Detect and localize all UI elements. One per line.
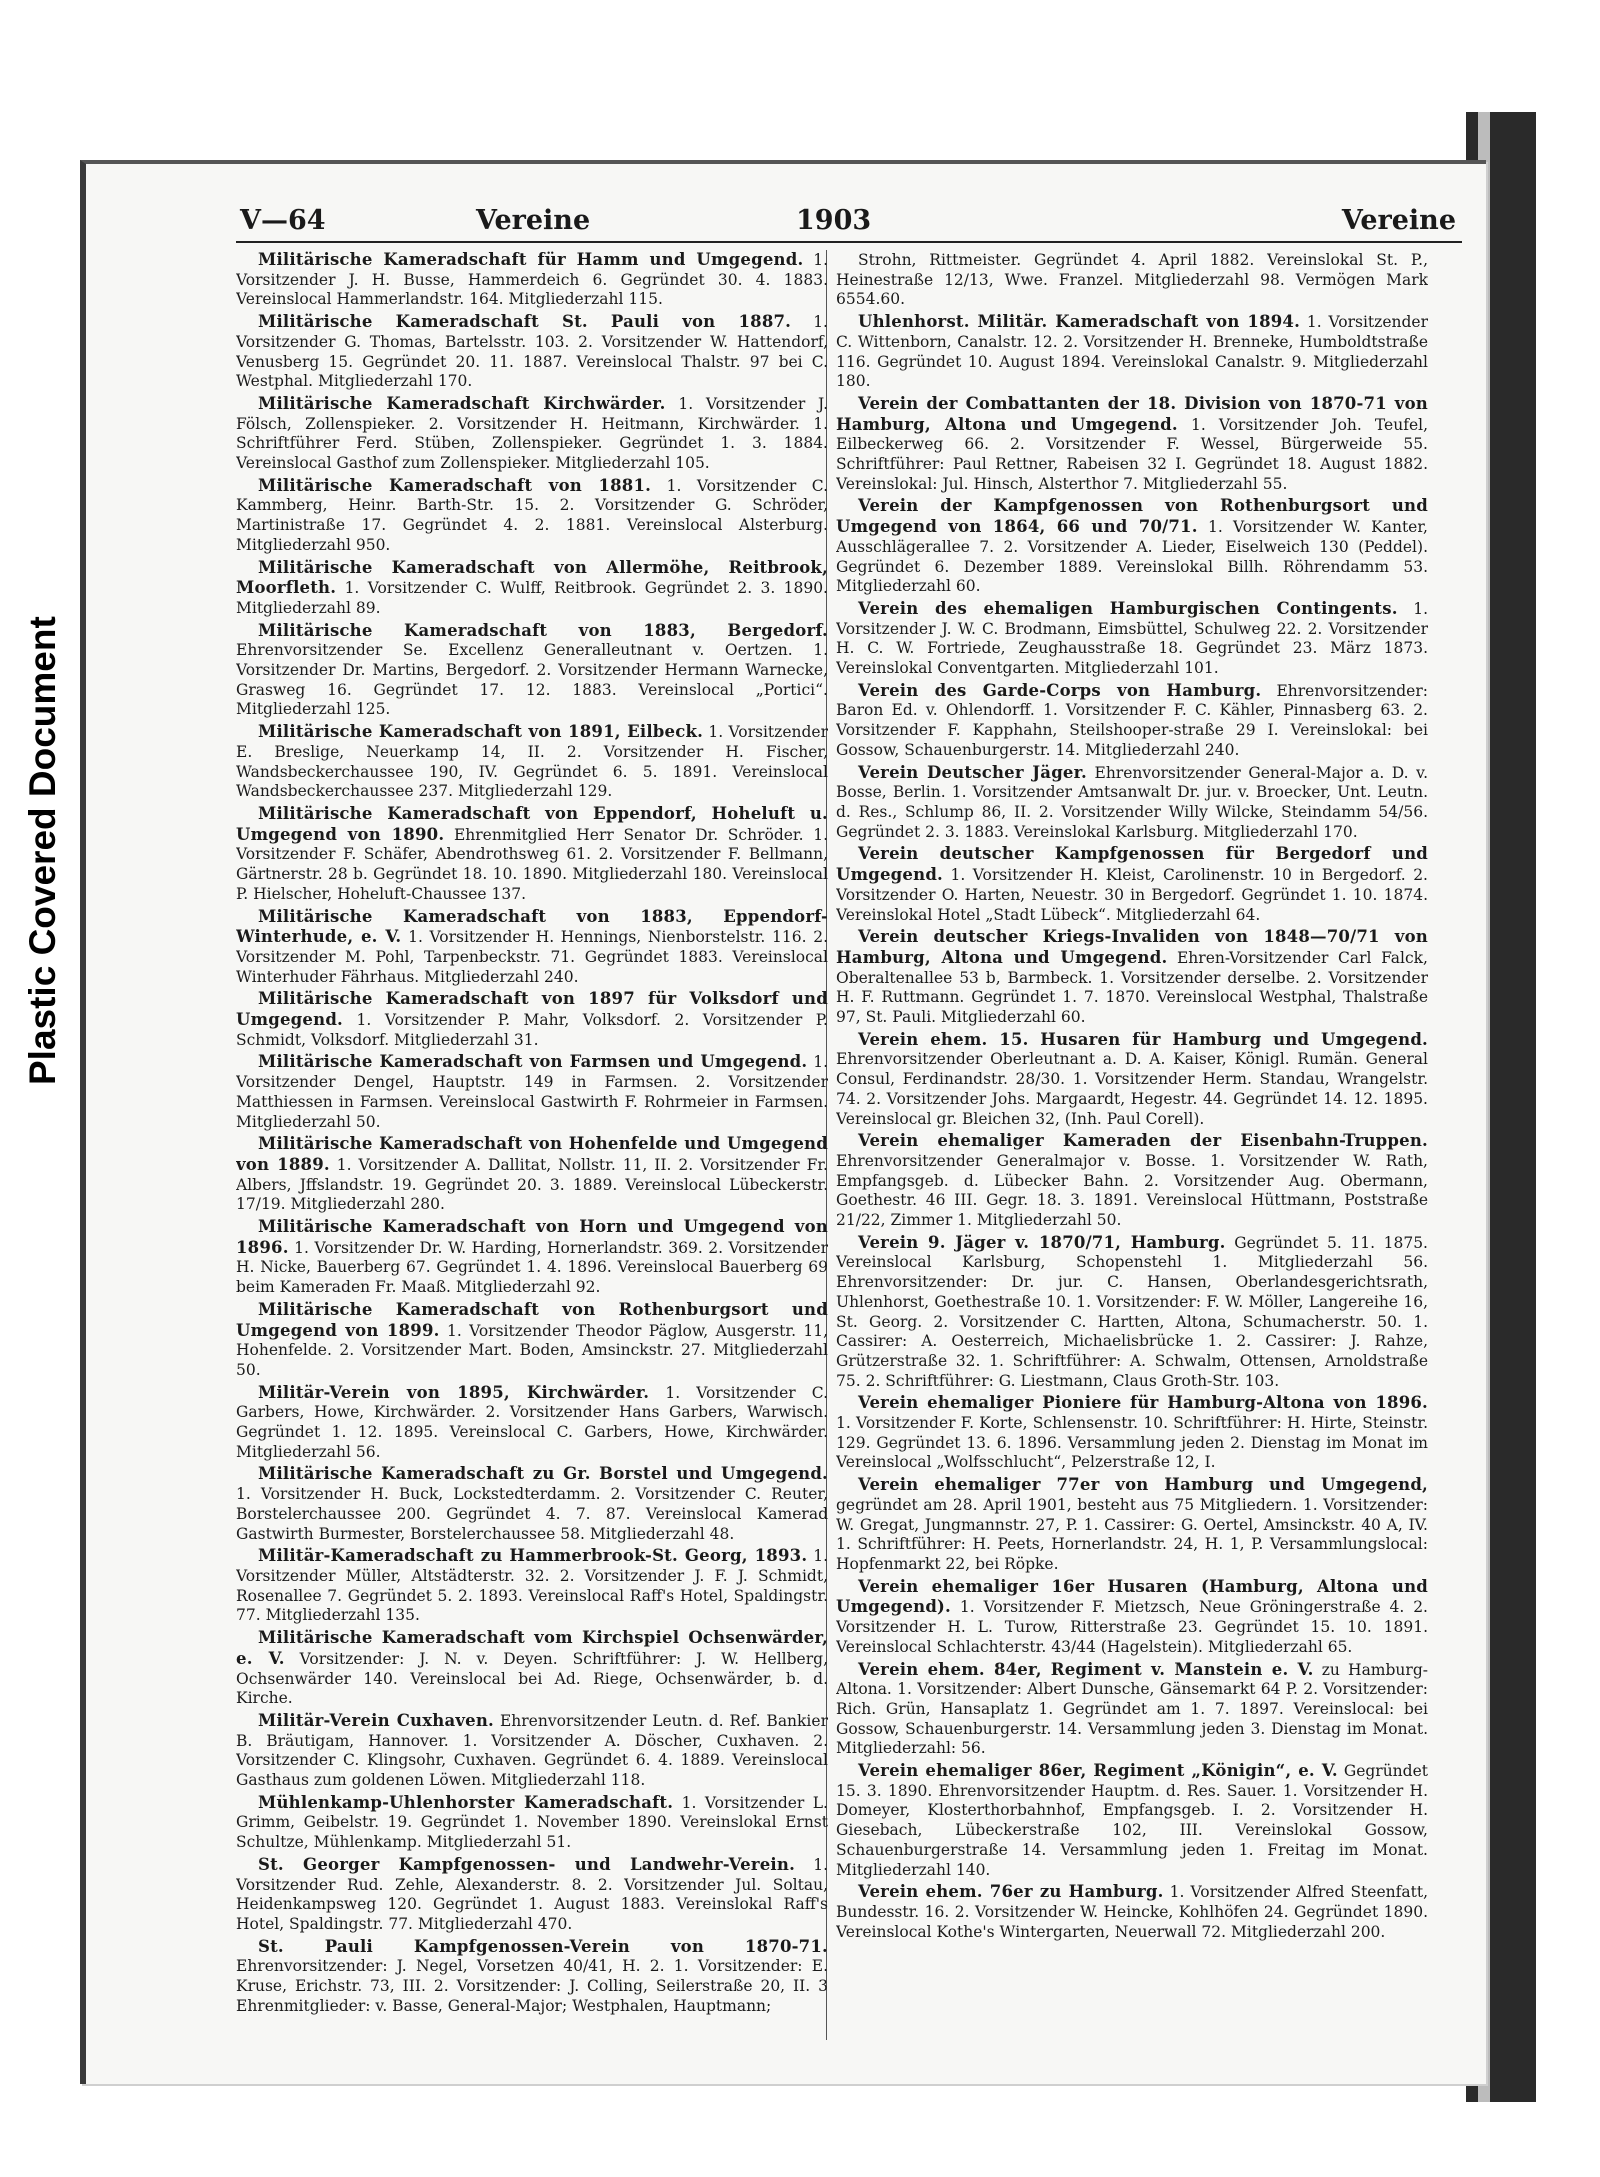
entry-title: Militärische Kameradschaft von Farmsen und Umgegend. (258, 1052, 808, 1072)
entry-body: Strohn, Rittmeister. Gegründet 4. April 1882. Vereinslokal St. P., Heinestraße 12/13, Wwe. Franzel. Mitgliederzahl 98. Vermögen Mark 6554.60. (836, 251, 1428, 309)
directory-entry (836, 1761, 1428, 1880)
directory-entry (236, 1628, 828, 1709)
directory-entry (836, 312, 1428, 392)
entry-body: 1. Vorsitzender Dengel, Hauptstr. 149 in Farmsen. 2. Vorsitzender Matthiessen in Farmsen. Vereinslocal Gastwirth F. Rohrmeier in Farmsen. Mitgliederzahl 50. (236, 1053, 828, 1131)
directory-entry (836, 1577, 1428, 1658)
entry-body: Ehrenvorsitzender: J. Negel, Vorsetzen 40/41, H. 2. 1. Vorsitzender: E. Kruse, Erichstr. 73, III. 2. Vorsitzender: J. Colling, Seilerstraße 20, II. 3 Ehrenmitglieder: v. Basse, General-Major; Westphalen, Hauptmann; (236, 1957, 828, 2015)
directory-entry (836, 1660, 1428, 1760)
entry-body: 1. Vorsitzender F. Korte, Schlensenstr. 10. Schriftführer: H. Hirte, Steinstr. 129. Gegründet 13. 6. 1896. Versammlung jeden 2. Dienstag im Monat im Vereinslocal „Wolfsschlucht“, Pelzerstraße 12, I. (836, 1414, 1428, 1472)
entry-title: Militär-Kameradschaft zu Hammerbrook-St. Georg, 1893. (258, 1546, 808, 1566)
directory-entry (836, 681, 1428, 761)
entry-title: Verein 9. Jäger v. 1870/71, Hamburg. (858, 1232, 1226, 1252)
entry-body: 1. Vorsitzender H. Hennings, Nienborstelstr. 116. 2. Vorsitzender M. Pohl, Tarpenbeckstr. 71. Gegründet 1883. Vereinslocal Winterhuder Fährhaus. Mitgliederzahl 240. (236, 928, 828, 986)
entry-body: 1. Vorsitzender Alfred Steenfatt, Bundesstr. 16. 2. Vorsitzender W. Heincke, Kohlhöfen 24. Gegründet 1890. Vereinslocal Kothe's Wintergarten, Neuerwall 72. Mitgliederzahl 200. (836, 1883, 1428, 1941)
entry-title: Militärische Kameradschaft zu Gr. Borstel und Umgegend. (258, 1464, 828, 1484)
entry-title: Militärische Kameradschaft von 1897 für Volksdorf und Umgegend. (236, 989, 828, 1030)
entry-body: 1. Vorsitzender H. Kleist, Carolinenstr. 10 in Bergedorf. 2. Vorsitzender O. Harten, Neuestr. 30 in Bergedorf. Gegründet 1. 10. 1874. Vereinslokal Hotel „Stadt Lübeck“. Mitgliederzahl 64. (836, 866, 1428, 924)
entry-title: Verein ehemaliger 77er von Hamburg und Umgegend, (858, 1475, 1428, 1495)
entry-body: 1. Vorsitzender Dr. W. Harding, Hornerlandstr. 369. 2. Vorsitzender H. Nicke, Bauerberg 67. Gegründet 1. 4. 1896. Vereinslocal Bauerberg 69 beim Kameraden Fr. Maaß. Mitgliederzahl 92. (236, 1238, 828, 1297)
directory-entry (236, 1855, 828, 1935)
entry-body: zu Hamburg-Altona. 1. Vorsitzender: Albert Dunsche, Gänsemarkt 64 P. 2. Vorsitzender: Rich. Grün, Hansaplatz 1. Gegründet am 1. 7. 1897. Vereinslocal: bei Gossow, Schauenburgerstr. 14. Versammlung jeden 3. Dienstag im Monat. Mitgliederzahl: 56. (836, 1660, 1428, 1758)
entry-title: Militärische Kameradschaft St. Pauli von 1887. (258, 312, 792, 332)
entry-body: Ehrenvorsitzender Leutn. d. Ref. Bankier B. Bräutigam, Hannover. 1. Vorsitzender A. Döscher, Cuxhaven. 2. Vorsitzender C. Klingsohr, Cuxhaven. Gegründet 6. 4. 1889. Vereinslocal Gasthaus zum goldenen Löwen. Mitgliederzahl 118. (236, 1711, 828, 1790)
entry-title: Verein des ehemaligen Hamburgischen Contingents. (858, 598, 1398, 618)
directory-entry (236, 621, 828, 721)
page-year: 1903 (796, 205, 872, 236)
entry-body: 1. Vorsitzender J. W. C. Brodmann, Eimsbüttel, Schulweg 22. 2. Vorsitzender H. C. W. Fortriede, Zeughausstraße 18. Gegründet 23. März 1873. Vereinslokal Conventgarten. Mitgliederzahl 101. (836, 599, 1428, 678)
directory-entry (836, 1393, 1428, 1473)
entry-body: Ehrenvorsitzender Generalmajor v. Bosse. 1. Vorsitzender W. Rath, Empfangsgeb. d. Lübecker Bahn. 2. Vorsitzender Aug. Obermann, Goethestr. 46 III. Gegr. 18. 3. 1891. Vereinslocal Hüttmann, Poststraße 21/22, Zimmer 1. Mitgliederzahl 50. (836, 1151, 1428, 1230)
entry-body: 1. Vorsitzender C. Garbers, Howe, Kirchwärder. 2. Vorsitzender Hans Garbers, Warwisch. Gegründet 1. 12. 1895. Vereinslocal C. Garbers, Howe, Kirchwärder. Mitgliederzahl 56. (236, 1383, 828, 1461)
entry-title: Militärische Kameradschaft von Allermöhe, Reitbrook, Moorfleth. (236, 557, 828, 598)
directory-entry (236, 1217, 828, 1298)
directory-entry (236, 558, 828, 619)
entry-title: Militärische Kameradschaft vom Kirchspiel Ochsenwärder, e. V. (236, 1628, 828, 1668)
directory-entry (236, 1383, 828, 1463)
entry-title: Militärische Kameradschaft von 1891, Eilbeck. (258, 722, 704, 742)
entry-body: Ehren-Vorsitzender Carl Falck, Oberaltenallee 53 b, Barmbeck. 1. Vorsitzender derselbe. 2. Vorsitzender H. F. Ruttmann. Gegründet 1. 7. 1870. Vereinslocal Westphal, Thalstraße 97, St. Pauli. Mitgliederzahl 60. (836, 948, 1428, 1027)
directory-entry (236, 1134, 828, 1215)
entry-body: 1. Vorsitzender C. Wulff, Reitbrook. Gegründet 2. 3. 1890. Mitgliederzahl 89. (236, 579, 828, 617)
left-column (236, 250, 828, 2050)
entry-title: Verein deutscher Kampfgenossen für Bergedorf und Umgegend. (836, 844, 1428, 885)
entry-body: 1. Vorsitzender Müller, Altstädterstr. 32. 2. Vorsitzender J. F. J. Schmidt, Rosenallee 7. Gegründet 5. 2. 1893. Vereinslocal Raff's Hotel, Spaldingstr. 77. Mitgliederzahl 135. (236, 1547, 828, 1625)
entry-title: Verein ehem. 15. Husaren für Hamburg und Umgegend. (858, 1029, 1428, 1049)
directory-entry (836, 250, 1428, 310)
entry-body: Ehrenmitglied Herr Senator Dr. Schröder. 1. Vorsitzender F. Schäfer, Abendrothsweg 61. 2. Vorsitzender F. Bellmann, Gärtnerstr. 28 b. Gegründet 18. 10. 1890. Mitgliederzahl 180. Vereinslocal P. Hielscher, Hoheluft-Chaussee 137. (236, 825, 828, 903)
entry-title: St. Georger Kampfgenossen- und Landwehr-Verein. (258, 1854, 796, 1874)
directory-entry (236, 1300, 828, 1381)
entry-body: Ehrenvorsitzender Se. Excellenz Generalleutnant v. Oertzen. 1. Vorsitzender Dr. Martins, Bergedorf. 2. Vorsitzender Hermann Warnecke, Grasweg 16. Gegründet 17. 12. 1883. Vereinslocal „Portici“. Mitgliederzahl 125. (236, 641, 828, 719)
directory-entry (236, 1711, 828, 1791)
entry-body: Gegründet 15. 3. 1890. Ehrenvorsitzender Hauptm. d. Res. Sauer. 1. Vorsitzender H. Domeyer, Klosterthorbahnhof, Empfangsgeb. I. 2. Vorsitzender H. Giesebach, Lübeckerstraße 102, III. Vereinslokal Gossow, Schauenburgerstraße 14. Versammlung jeden 1. Freitag im Monat. Mitgliederzahl 140. (836, 1762, 1428, 1879)
entry-title: Verein Deutscher Jäger. (858, 762, 1087, 782)
directory-entry (236, 1937, 828, 2017)
entry-title: Militärische Kameradschaft von Eppendorf, Hoheluft u. Umgegend von 1890. (236, 803, 828, 844)
running-title-left: Vereine (476, 205, 591, 236)
entry-body: 1. Vorsitzender J. Fölsch, Zollenspieker. 2. Vorsitzender H. Heitmann, Kirchwärder. 1. Schriftführer Ferd. Stüben, Zollenspieker. Gegründet 1. 3. 1884. Vereinslocal Gasthof zum Zollenspieker. Mitgliederzahl 105. (236, 394, 828, 473)
directory-entry (236, 394, 828, 474)
entry-body: 1. Vorsitzender H. Buck, Lockstedterdamm. 2. Vorsitzender C. Reuter, Borstelerchaussee 200. Gegründet 4. 7. 87. Vereinslocal Kamerad Gastwirth Burmester, Borstelerchaussee 58. Mitgliederzahl 48. (236, 1485, 828, 1543)
entry-body: Ehrenvorsitzender General-Major a. D. v. Bosse, Berlin. 1. Vorsitzender Amtsanwalt Dr. jur. v. Broecker, Unt. Leutn. d. Res., Schlump 86, II. 2. Vorsitzender Willy Wilcke, Steindamm 54/56. Gegründet 2. 3. 1883. Vereinslokal Karlsburg. Mitgliederzahl 170. (836, 763, 1428, 841)
directory-entry (836, 844, 1428, 925)
entry-body: 1. Vorsitzender E. Breslige, Neuerkamp 14, II. 2. Vorsitzender H. Fischer, Wandsbeckerchaussee 190, IV. Gegründet 6. 5. 1891. Vereinslocal Wandsbeckerchaussee 237. Mitgliederzahl 129. (236, 723, 828, 801)
entry-body: gegründet am 28. April 1901, besteht aus 75 Mitgliedern. 1. Vorsitzender: W. Gregat, Jungmannstr. 27, P. 1. Cassirer: G. Oertel, Amsinckstr. 40 A, IV. 1. Schriftführer: H. Peets, Hornerlandstr. 24, H. 1, P. Versammlungslocal: Hopfenmarkt 22, bei Röpke. (836, 1495, 1428, 1573)
entry-body: Ehrenvorsitzender Oberleutnant a. D. A. Kaiser, Königl. Rumän. General Consul, Ferdinandstr. 28/30. 1. Vorsitzender Herm. Standau, Wrangelstr. 74. 2. Vorsitzender Johs. Margaardt, Hegestr. 44. Gegründet 14. 12. 1895. Vereinslocal gr. Bleichen 32, (Inh. Paul Corell). (836, 1050, 1428, 1128)
entry-title: Militärische Kameradschaft von Rothenburgsort und Umgegend von 1899. (236, 1299, 828, 1340)
directory-entry (836, 927, 1428, 1028)
entry-body: 1. Vorsitzender Theodor Päglow, Ausgerstr. 11, Hohenfelde. 2. Vorsitzender Mart. Boden, Amsinckstr. 27. Mitgliederzahl 50. (236, 1321, 828, 1379)
entry-title: Militärische Kameradschaft von Horn und Umgegend von 1896. (236, 1217, 828, 1257)
entry-title: Verein ehemaliger Pioniere für Hamburg-Altona von 1896. (858, 1393, 1428, 1413)
directory-entry (836, 1882, 1428, 1942)
entry-body: 1. Vorsitzender C. Wittenborn, Canalstr. 12. 2. Vorsitzender H. Brenneke, Humboldtstraße 116. Gegründet 10. August 1894. Vereinslokal Canalstr. 9. Mitgliederzahl 180. (836, 313, 1428, 391)
page-number: V—64 (240, 205, 326, 236)
directory-entry (236, 989, 828, 1050)
entry-title: Militärische Kameradschaft von 1883, Eppendorf-Winterhude, e. V. (236, 906, 828, 947)
entry-body: 1. Vorsitzender P. Mahr, Volksdorf. 2. Vorsitzender P. Schmidt, Volksdorf. Mitgliederzahl 31. (236, 1011, 828, 1049)
entry-body: 1. Vorsitzender F. Mietzsch, Neue Gröningerstraße 4. 2. Vorsitzender H. L. Turow, Ritterstraße 23. Gegründet 15. 10. 1891. Vereinslocal Schlachterstr. 43/44 (Hagelstein). Mitgliederzahl 65. (836, 1598, 1428, 1656)
entry-body: Ehrenvorsitzender: Baron Ed. v. Ohlendorff. 1. Vorsitzender F. C. Kähler, Pinnasberg 63. 2. Vorsitzender F. Kapphahn, Steilshooper-straße 29 I. Vereinslokal: bei Gossow, Schauenburgerstr. 14. Mitgliederzahl 240. (836, 681, 1428, 759)
entry-title: Militärische Kameradschaft von 1883, Bergedorf. (258, 620, 828, 640)
entry-body: 1. Vorsitzender C. Kammberg, Heinr. Barth-Str. 15. 2. Vorsitzender G. Schröder, Martinistraße 17. Gegründet 4. 2. 1881. Vereinslocal Alsterburg. Mitgliederzahl 950. (236, 476, 828, 554)
entry-title: Verein der Kampfgenossen von Rothenburgsort und Umgegend von 1864, 66 und 70/71. (836, 496, 1428, 537)
entry-body: 1. Vorsitzender G. Thomas, Bartelsstr. 103. 2. Vorsitzender W. Hattendorf, Venusberg 15. Gegründet 20. 11. 1887. Vereinslocal Thalstr. 97 bei C. Westphal. Mitgliederzahl 170. (236, 313, 828, 391)
directory-entry (236, 722, 828, 802)
page-header (236, 205, 1462, 243)
entry-title: St. Pauli Kampfgenossen-Verein von 1870-71. (258, 1936, 828, 1956)
entry-title: Verein ehemaliger 16er Husaren (Hamburg, Altona und Umgegend). (836, 1576, 1428, 1617)
directory-entry (836, 763, 1428, 843)
entry-title: Verein deutscher Kriegs-Invaliden von 1848—70/71 von Hamburg, Altona und Umgegend. (836, 927, 1428, 967)
entry-body: Vorsitzender: J. N. v. Deyen. Schriftführer: J. W. Hellberg, Ochsenwärder 140. Vereinslocal bei Ad. Riege, Ochsenwärder, b. d. Kirche. (236, 1649, 828, 1708)
entry-body: 1. Vorsitzender W. Kanter, Ausschlägerallee 7. 2. Vorsitzender A. Lieder, Eiselweich 130 (Peddel). Gegründet 6. Dezember 1889. Vereinslokal Billh. Röhrendamm 53. Mitgliederzahl 60. (836, 518, 1428, 596)
entry-title: Militär-Verein Cuxhaven. (258, 1710, 494, 1730)
directory-entry (836, 1475, 1428, 1575)
entry-title: Verein ehem. 76er zu Hamburg. (858, 1882, 1164, 1902)
entry-title: Verein ehem. 84er, Regiment v. Manstein e. V. (858, 1659, 1314, 1679)
entry-title: Militärische Kameradschaft Kirchwärder. (258, 393, 666, 413)
entry-title: Verein ehemaliger Kameraden der Eisenbahn-Truppen. (858, 1131, 1428, 1151)
entry-body: 1. Vorsitzender L. Grimm, Geibelstr. 19. Gegründet 1. November 1890. Vereinslokal Ernst Schultze, Mühlenkamp. Mitgliederzahl 51. (236, 1793, 828, 1852)
directory-entry (236, 476, 828, 556)
directory-entry (236, 1052, 828, 1132)
directory-entry (836, 599, 1428, 679)
directory-entry (836, 1131, 1428, 1231)
entry-title: Verein der Combattanten der 18. Division von 1870-71 von Hamburg, Altona und Umgegend. (836, 393, 1428, 434)
directory-entry (236, 1464, 828, 1544)
directory-entry (836, 496, 1428, 597)
directory-entry (236, 1793, 828, 1853)
entry-title: Militär-Verein von 1895, Kirchwärder. (258, 1382, 650, 1402)
directory-entry (836, 1233, 1428, 1392)
entry-title: Mühlenkamp-Uhlenhorster Kameradschaft. (258, 1792, 674, 1812)
entry-title: Militärische Kameradschaft von 1881. (258, 475, 652, 495)
directory-entry (236, 312, 828, 392)
directory-entry (236, 804, 828, 905)
entry-title: Uhlenhorst. Militär. Kameradschaft von 1894. (858, 312, 1301, 332)
entry-title: Verein des Garde-Corps von Hamburg. (858, 680, 1262, 700)
right-column (836, 250, 1428, 2050)
directory-entry (236, 1546, 828, 1626)
directory-entry (236, 250, 828, 310)
entry-body: Gegründet 5. 11. 1875. Vereinslocal Karlsburg, Schopenstehl 1. Mitgliederzahl 56. Ehrenvorsitzender: Dr. jur. C. Hansen, Oberlandesgerichtsrath, Uhlenhorst, Goethestraße 10. 1. Vorsitzender: F. W. Möller, Langereihe 16, St. Georg. 2. Vorsitzender C. Hartten, Altona, Schumacherstr. 50. 1. Cassirer: A. Oesterreich, Michaelisbrücke 1. 2. Cassirer: J. Rahze, Grützerstraße 32. 1. Schriftführer: A. Schwalm, Ottensen, Arnoldstraße 75. 2. Schriftführer: G. Liestmann, Claus Groth-Str. 103. (836, 1233, 1428, 1390)
entry-title: Militärische Kameradschaft von Hohenfelde und Umgegend von 1889. (236, 1134, 828, 1174)
entry-body: 1. Vorsitzender Rud. Zehle, Alexanderstr. 8. 2. Vorsitzender Jul. Soltau, Heidenkampsweg 120. Gegründet 1. August 1883. Vereinslokal Raff's Hotel, Spaldingstr. 77. Mitgliederzahl 470. (236, 1855, 828, 1933)
entry-title: Verein ehemaliger 86er, Regiment „Königin“, e. V. (858, 1761, 1338, 1781)
running-title-right: Vereine (1341, 205, 1456, 236)
entry-title: Militärische Kameradschaft für Hamm und Umgegend. (258, 250, 804, 269)
entry-body: 1. Vorsitzender A. Dallitat, Nollstr. 11, II. 2. Vorsitzender Fr. Albers, Jffslandstr. 19. Gegründet 20. 3. 1889. Vereinslocal Lübeckerstr. 17/19. Mitgliederzahl 280. (236, 1155, 828, 1214)
directory-entry (836, 1030, 1428, 1130)
side-label-text: Plastic Covered Document (22, 616, 63, 1085)
entry-body: 1. Vorsitzender J. H. Busse, Hammerdeich 6. Gegründet 30. 4. 1883. Vereinslocal Hammerlandstr. 164. Mitgliederzahl 115. (236, 251, 828, 309)
directory-entry (236, 907, 828, 988)
directory-entry (836, 394, 1428, 495)
entry-body: 1. Vorsitzender Joh. Teufel, Eilbeckerweg 66. 2. Vorsitzender F. Wessel, Bürgerweide 55. Schriftführer: Paul Rettner, Rabeisen 32 I. Gegründet 18. August 1882. Vereinslokal: Jul. Hinsch, Alsterthor 7. Mitgliederzahl 55. (836, 415, 1428, 493)
